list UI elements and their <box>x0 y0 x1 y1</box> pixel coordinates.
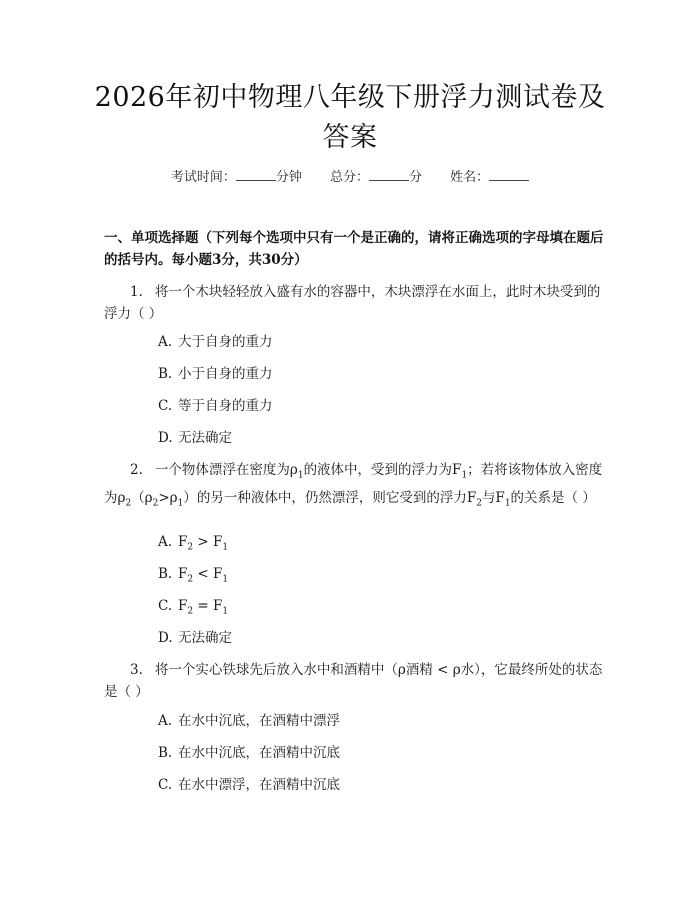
subscript: 2 <box>187 542 194 553</box>
subscript: 1 <box>504 498 511 509</box>
option-letter: C. <box>158 598 173 614</box>
total-score-unit: 分 <box>409 170 423 185</box>
question-2-option-d[interactable] <box>158 628 232 648</box>
question-2-text: 的液体中，受到的浮力为F <box>303 462 462 478</box>
exam-time-label: 考试时间： <box>170 170 236 185</box>
total-score-blank[interactable] <box>369 168 409 181</box>
question-1-text: 将一个木块轻轻放入盛有水的容器中，木块漂浮在水面上，此时木块受到的浮力（ ） <box>104 284 601 322</box>
question-3-option-a[interactable] <box>158 711 340 731</box>
option-letter: A. <box>158 334 173 350</box>
name-field <box>450 170 529 185</box>
question-1 <box>104 281 604 325</box>
greater-than-rho: >ρ <box>158 489 178 506</box>
option-text: 等于自身的重力 <box>178 398 273 414</box>
question-2-text: 一个物体漂浮在密度为ρ <box>154 462 298 478</box>
option-rhs: F <box>213 534 223 550</box>
total-score-field <box>330 170 426 185</box>
option-rhs: F <box>213 598 223 614</box>
option-letter: C. <box>158 777 173 793</box>
question-3-option-c[interactable] <box>158 775 340 795</box>
question-2-number: 2. <box>130 462 143 478</box>
option-text: 小于自身的重力 <box>178 366 273 382</box>
question-3 <box>104 659 604 703</box>
subscript: 2 <box>476 498 482 509</box>
option-letter: D. <box>158 430 173 446</box>
option-text: 在水中沉底，在酒精中沉底 <box>178 745 340 761</box>
total-score-label: 总分： <box>329 170 369 185</box>
exam-time-field <box>171 170 306 185</box>
question-2-text: ；若将该物体放入密度为ρ <box>104 462 603 506</box>
option-text: 在水中沉底，在酒精中漂浮 <box>178 713 340 729</box>
option-relation: < <box>193 566 214 582</box>
question-2 <box>104 459 604 514</box>
option-lhs: F <box>178 598 188 614</box>
exam-info-line <box>0 166 700 185</box>
subscript: 1 <box>461 470 468 481</box>
option-letter: D. <box>158 630 173 646</box>
name-label: 姓名： <box>450 170 490 185</box>
exam-time-blank[interactable] <box>236 168 276 181</box>
subscript: 2 <box>125 498 132 509</box>
option-text: 无法确定 <box>178 430 232 446</box>
question-2-option-a[interactable] <box>158 532 228 558</box>
option-letter: A. <box>158 713 173 729</box>
section-heading-single-choice: 一、单项选择题（下列每个选项中只有一个是正确的，请将正确选项的字母填在题后的括号内。每小题3分，共30分） <box>104 230 604 268</box>
exam-title: 2026年初中物理八年级下册浮力测试卷及答案 <box>94 82 606 153</box>
question-2-option-b[interactable] <box>158 564 228 590</box>
question-1-option-b[interactable] <box>158 364 273 384</box>
question-3-text: 将一个实心铁球先后放入水中和酒精中（ρ酒精 < ρ水），它最终所处的状态是（ ） <box>104 662 603 700</box>
option-lhs: F <box>178 566 188 582</box>
option-letter: C. <box>158 398 173 414</box>
option-relation: = <box>193 598 214 614</box>
question-3-option-b[interactable] <box>158 743 340 763</box>
question-2-text: 与F <box>481 489 505 506</box>
option-rhs: F <box>213 566 223 582</box>
subscript: 1 <box>222 574 229 585</box>
question-2-text: ）的另一种液体中，仍然漂浮，则它受到的浮力F <box>183 489 477 506</box>
option-relation: > <box>193 534 214 550</box>
exam-time-unit: 分钟 <box>275 170 302 185</box>
subscript: 1 <box>222 606 229 617</box>
subscript: 2 <box>187 574 194 585</box>
subscript: 2 <box>187 606 194 617</box>
option-text: 在水中漂浮，在酒精中沉底 <box>178 777 340 793</box>
name-blank[interactable] <box>489 168 529 181</box>
subscript: 1 <box>222 542 229 553</box>
question-1-option-c[interactable] <box>158 396 273 416</box>
question-1-option-d[interactable] <box>158 428 232 448</box>
subscript: 1 <box>297 470 304 481</box>
option-letter: B. <box>158 566 173 582</box>
subscript: 1 <box>177 498 184 509</box>
question-2-option-c[interactable] <box>158 596 228 622</box>
subscript: 2 <box>152 498 159 509</box>
option-letter: B. <box>158 745 173 761</box>
question-3-number: 3. <box>130 662 143 678</box>
question-2-text: （ρ <box>131 489 153 506</box>
option-text: 大于自身的重力 <box>178 334 273 350</box>
question-1-option-a[interactable] <box>158 332 273 352</box>
question-1-number: 1. <box>130 284 143 300</box>
question-2-text: 的关系是（ ） <box>510 489 596 506</box>
option-text: 无法确定 <box>178 630 232 646</box>
option-lhs: F <box>178 534 188 550</box>
option-letter: B. <box>158 366 173 382</box>
option-letter: A. <box>158 534 173 550</box>
